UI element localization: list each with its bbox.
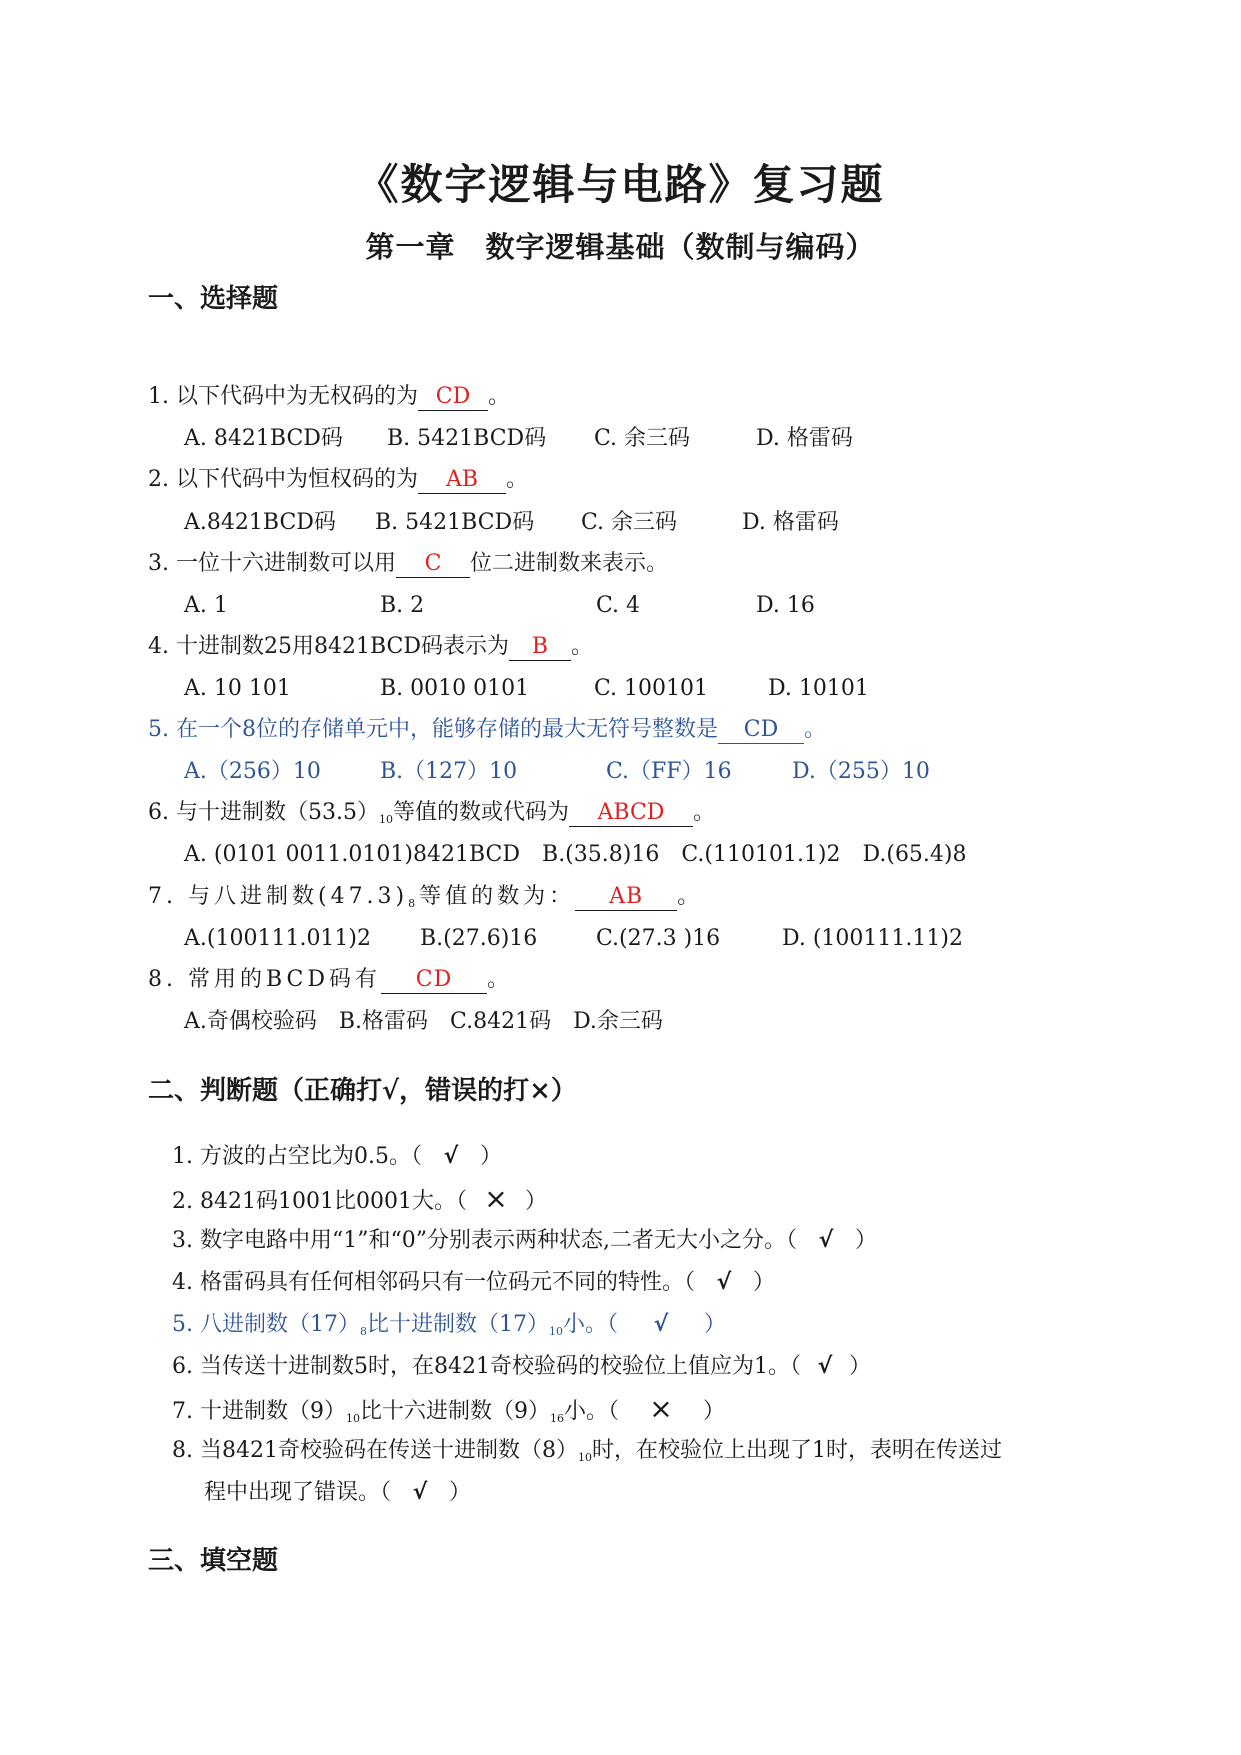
cross-mark: × (484, 1182, 508, 1215)
question-3 (148, 549, 668, 579)
judge-item-4 (172, 1268, 775, 1298)
option-c: C.（FF）16 (606, 759, 732, 784)
option-a: A. 10 101 (184, 676, 291, 701)
subscript: 10 (345, 1412, 360, 1425)
judge-text: 比十六进制数（9） (359, 1399, 550, 1424)
subscript: 10 (548, 1325, 563, 1338)
option-a: A.(100111.011)2 (184, 926, 372, 951)
check-mark: √ (716, 1270, 732, 1295)
question-text: 2. 以下代码中为恒权码的为 (148, 467, 418, 492)
question-text: 7. 与八进制数(47.3) (148, 884, 409, 909)
option-c: C. 余三码 (581, 510, 678, 535)
check-mark: √ (443, 1144, 459, 1169)
option-a: A.（256）10 (184, 759, 321, 784)
check-mark: √ (653, 1312, 669, 1337)
judge-text: 4. 格雷码具有任何相邻码只有一位码元不同的特性。（ (172, 1270, 695, 1295)
subscript: 8 (408, 897, 420, 910)
question-text: 5. 在一个8位的存储单元中，能够存储的最大无符号整数是 (148, 717, 718, 742)
option-c: C.(27.3 )16 (596, 926, 721, 951)
answer-blank: ABCD (569, 800, 693, 827)
question-text: 等值的数为： (419, 884, 576, 909)
section-choice-heading: 一、选择题 (148, 284, 279, 314)
question-suffix: 。 (571, 634, 594, 659)
question-text: 3. 一位十六进制数可以用 (148, 551, 396, 576)
question-1 (148, 382, 510, 412)
option-d: D. (100111.11)2 (782, 926, 963, 951)
option-d: D. 16 (756, 593, 815, 618)
judge-item-7 (172, 1394, 725, 1434)
option-c: C. 4 (596, 593, 641, 618)
option-b: B. 0010 0101 (380, 676, 530, 701)
subscript: 8 (359, 1325, 367, 1338)
option-b: B. 5421BCD码 (387, 426, 547, 451)
judge-suffix: ） (703, 1399, 726, 1424)
question-6 (148, 798, 715, 835)
option-b: B. 5421BCD码 (375, 510, 535, 535)
question-2 (148, 465, 528, 495)
section-fill-heading: 三、填空题 (148, 1546, 279, 1576)
document-title: 《数字逻辑与电路》复习题 (356, 160, 885, 209)
question-suffix: 。 (505, 467, 528, 492)
judge-suffix: ） (704, 1312, 727, 1337)
option-a: A. 1 (184, 593, 228, 618)
judge-item-8-continued (204, 1478, 471, 1508)
option-d: D. 格雷码 (756, 426, 853, 451)
option-a: A. 8421BCD码 (184, 426, 343, 451)
chapter-heading: 第一章 数字逻辑基础（数制与编码） (365, 230, 876, 264)
answer-blank: CD (418, 384, 488, 411)
answer-blank: B (509, 634, 571, 661)
option-d: D.（255）10 (792, 759, 930, 784)
question-suffix: 位二进制数来表示。 (469, 551, 668, 576)
judge-item-8 (172, 1436, 1002, 1473)
subscript: 10 (378, 813, 393, 826)
judge-text: 小。（ (562, 1312, 618, 1337)
question-suffix: 。 (692, 800, 715, 825)
subscript: 16 (549, 1412, 564, 1425)
option-d: D. 格雷码 (742, 510, 839, 535)
judge-item-1 (172, 1142, 502, 1172)
check-mark: √ (818, 1228, 834, 1253)
question-suffix: 。 (803, 717, 826, 742)
option-b: B.（127）10 (380, 759, 518, 784)
answer-blank: CD (718, 717, 804, 744)
question-6-options: A. (0101 0011.0101)8421BCD B.(35.8)16 C.(110101.1)2 D.(65.4)8 (184, 842, 967, 867)
judge-text: 8. 当8421奇校验码在传送十进制数（8） (172, 1438, 578, 1463)
question-8 (148, 965, 513, 995)
judge-suffix: ） (524, 1189, 547, 1214)
judge-text: 7. 十进制数（9） (172, 1399, 346, 1424)
judge-suffix: ） (753, 1270, 776, 1295)
option-a: A.8421BCD码 (184, 510, 336, 535)
section-judge-heading: 二、判断题（正确打√，错误的打×） (148, 1076, 577, 1106)
judge-text: 程中出现了错误。（ (204, 1480, 392, 1505)
judge-suffix: ） (479, 1144, 502, 1169)
judge-suffix: ） (848, 1354, 871, 1379)
check-mark: √ (412, 1480, 428, 1505)
question-5 (148, 715, 826, 745)
judge-text: 时，在校验位上出现了1时，表明在传送过 (591, 1438, 1002, 1463)
question-8-options: A.奇偶校验码 B.格雷码 C.8421码 D.余三码 (184, 1009, 663, 1034)
question-7 (148, 882, 703, 919)
answer-blank: C (396, 551, 470, 578)
answer-blank: CD (381, 967, 487, 994)
check-mark: √ (817, 1354, 833, 1379)
judge-text: 比十进制数（17） (366, 1312, 549, 1337)
option-c: C. 余三码 (594, 426, 691, 451)
option-d: D. 10101 (768, 676, 869, 701)
option-c: C. 100101 (594, 676, 709, 701)
question-4 (148, 632, 593, 662)
question-text: 8. 常用的BCD码有 (148, 967, 382, 992)
judge-text: 小。（ (563, 1399, 619, 1424)
judge-item-3 (172, 1226, 877, 1256)
subscript: 10 (577, 1451, 592, 1464)
question-text: 1. 以下代码中为无权码的为 (148, 384, 418, 409)
question-suffix: 。 (487, 384, 510, 409)
judge-suffix: ） (854, 1228, 877, 1253)
judge-text: 5. 八进制数（17） (172, 1312, 360, 1337)
cross-mark: × (649, 1392, 673, 1425)
judge-text: 1. 方波的占空比为0.5。（ (172, 1144, 422, 1169)
question-text: 4. 十进制数25用8421BCD码表示为 (148, 634, 510, 659)
judge-suffix: ） (449, 1480, 472, 1505)
judge-text: 6. 当传送十进制数5时，在8421奇校验码的校验位上值应为1。（ (172, 1354, 801, 1379)
judge-item-6 (172, 1352, 871, 1382)
judge-text: 2. 8421码1001比0001大。（ (172, 1189, 467, 1214)
answer-blank: AB (575, 884, 677, 911)
option-b: B.(27.6)16 (420, 926, 538, 951)
question-text: 等值的数或代码为 (392, 800, 569, 825)
judge-item-5 (172, 1310, 726, 1347)
option-b: B. 2 (380, 593, 425, 618)
question-text: 6. 与十进制数（53.5） (148, 800, 379, 825)
question-suffix: 。 (487, 967, 514, 992)
judge-item-2 (172, 1184, 547, 1217)
question-suffix: 。 (677, 884, 704, 909)
judge-text: 3. 数字电路中用“1”和“0”分别表示两种状态,二者无大小之分。（ (172, 1228, 797, 1253)
answer-blank: AB (418, 467, 506, 494)
